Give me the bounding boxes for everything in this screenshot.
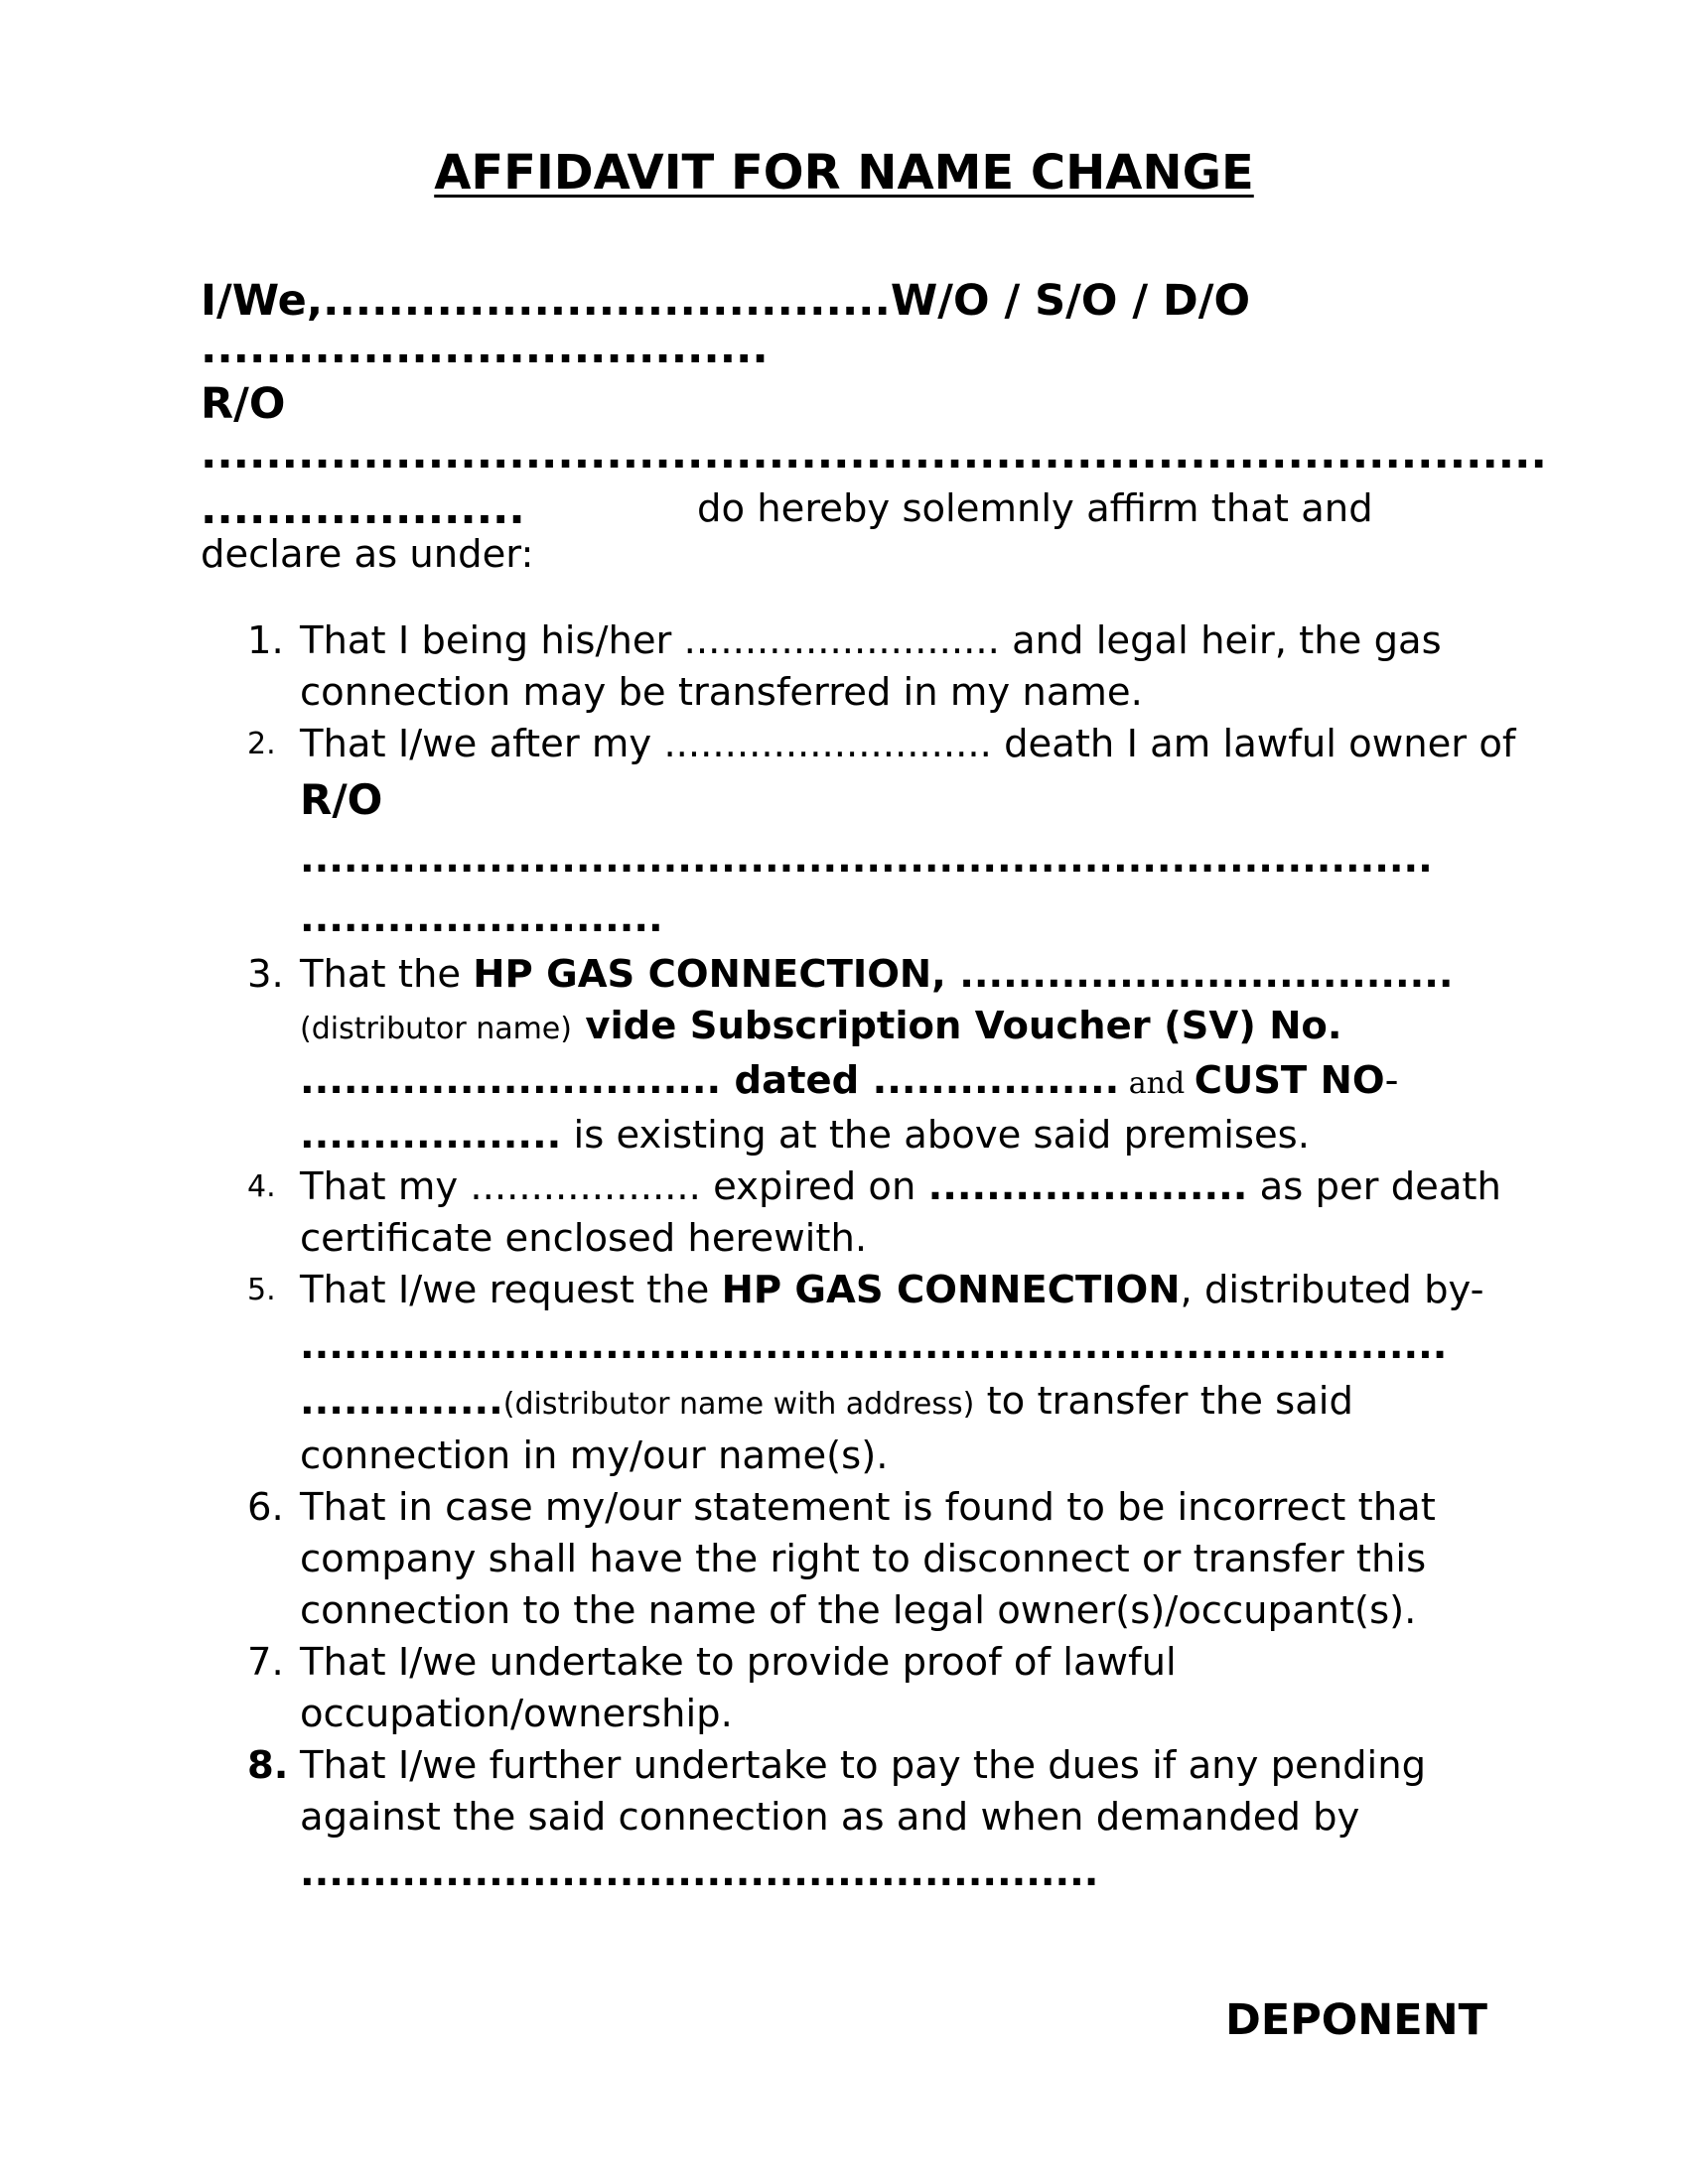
header-line-name xyxy=(201,276,1250,326)
deponent-signature-label: DEPONENT xyxy=(1225,1995,1487,2045)
date-blank: ...................... xyxy=(927,1164,1248,1209)
affirm-text: do hereby solemnly affirm that and xyxy=(697,486,1373,531)
item-number: 7. xyxy=(247,1640,284,1685)
item-number: 3. xyxy=(247,952,284,997)
list-item: 4. That my ................... expired on ...................... as per death certificate enclosed herewith. xyxy=(201,1161,1521,1265)
relation-blank: ................... xyxy=(470,1164,701,1209)
name-blank: ................................... xyxy=(323,276,891,326)
declare-text: declare as under: xyxy=(201,532,534,577)
header-affirm-line xyxy=(201,484,1373,534)
ro-label: R/O xyxy=(201,379,286,429)
declaration-list xyxy=(201,615,1521,1903)
authority-blank: ....................................................... xyxy=(300,1850,1099,1895)
list-item: 1. That I being his/her .......................... and legal heir, the gas connection may be transferred in my name. xyxy=(201,615,1521,719)
item-number: 5. xyxy=(247,1273,276,1307)
address-blank-2: .................... xyxy=(201,484,525,534)
item-number: 6. xyxy=(247,1485,284,1530)
distributor-blank: .............. xyxy=(300,1379,503,1424)
list-item: 3. That the HP GAS CONNECTION, .................................. (distributor name) vide Subscription Voucher (SV) No. ............................. dated ................. and CUST NO- .................. is existing at the above said premises. xyxy=(201,949,1521,1161)
address-blank: ......................... xyxy=(300,896,663,941)
date-blank: ................. xyxy=(872,1058,1120,1103)
list-item: 2. That I/we after my ........................... death I am lawful owner of R/O .............................................................................. ......................... xyxy=(201,719,1521,949)
iwe-label: I/We, xyxy=(201,276,324,326)
relation-blank: .......................... xyxy=(683,618,1000,663)
distributor-blank: ............................................................................... xyxy=(300,1323,1448,1368)
relation-name-blank: ................................... xyxy=(201,324,769,373)
list-item: 6. That in case my/our statement is found to be incorrect that company shall have the right to disconnect or transfer this connection to the name of the legal owner(s)/occupant(s). xyxy=(201,1482,1521,1637)
item-number: 2. xyxy=(247,727,276,761)
item-number: 4. xyxy=(247,1169,276,1204)
document-title: AFFIDAVIT FOR NAME CHANGE xyxy=(434,145,1254,201)
list-item: 8. That I/we further undertake to pay the dues if any pending against the said connection as and when demanded by ....................................................... xyxy=(201,1740,1521,1903)
distributor-blank: .................................. xyxy=(959,952,1454,997)
item-number: 1. xyxy=(247,618,284,663)
cust-no-blank: .................. xyxy=(300,1113,562,1158)
item-number: 8. xyxy=(247,1743,289,1788)
address-blank-1: ................................................................................... xyxy=(201,429,1547,478)
sv-number-blank: ............................. xyxy=(300,1058,722,1103)
relation-label: W/O / S/O / D/O xyxy=(890,276,1251,326)
list-item: 5. That I/we request the HP GAS CONNECTION, distributed by- ............................................................................... ..............(distributor name with address) to transfer the said connection in my/our name(s). xyxy=(201,1265,1521,1482)
list-item: 7. That I/we undertake to provide proof of lawful occupation/ownership. xyxy=(201,1637,1521,1740)
ro-label: R/O xyxy=(300,775,383,824)
relation-blank: ........................... xyxy=(663,722,992,766)
address-blank: .............................................................................. xyxy=(300,837,1433,882)
